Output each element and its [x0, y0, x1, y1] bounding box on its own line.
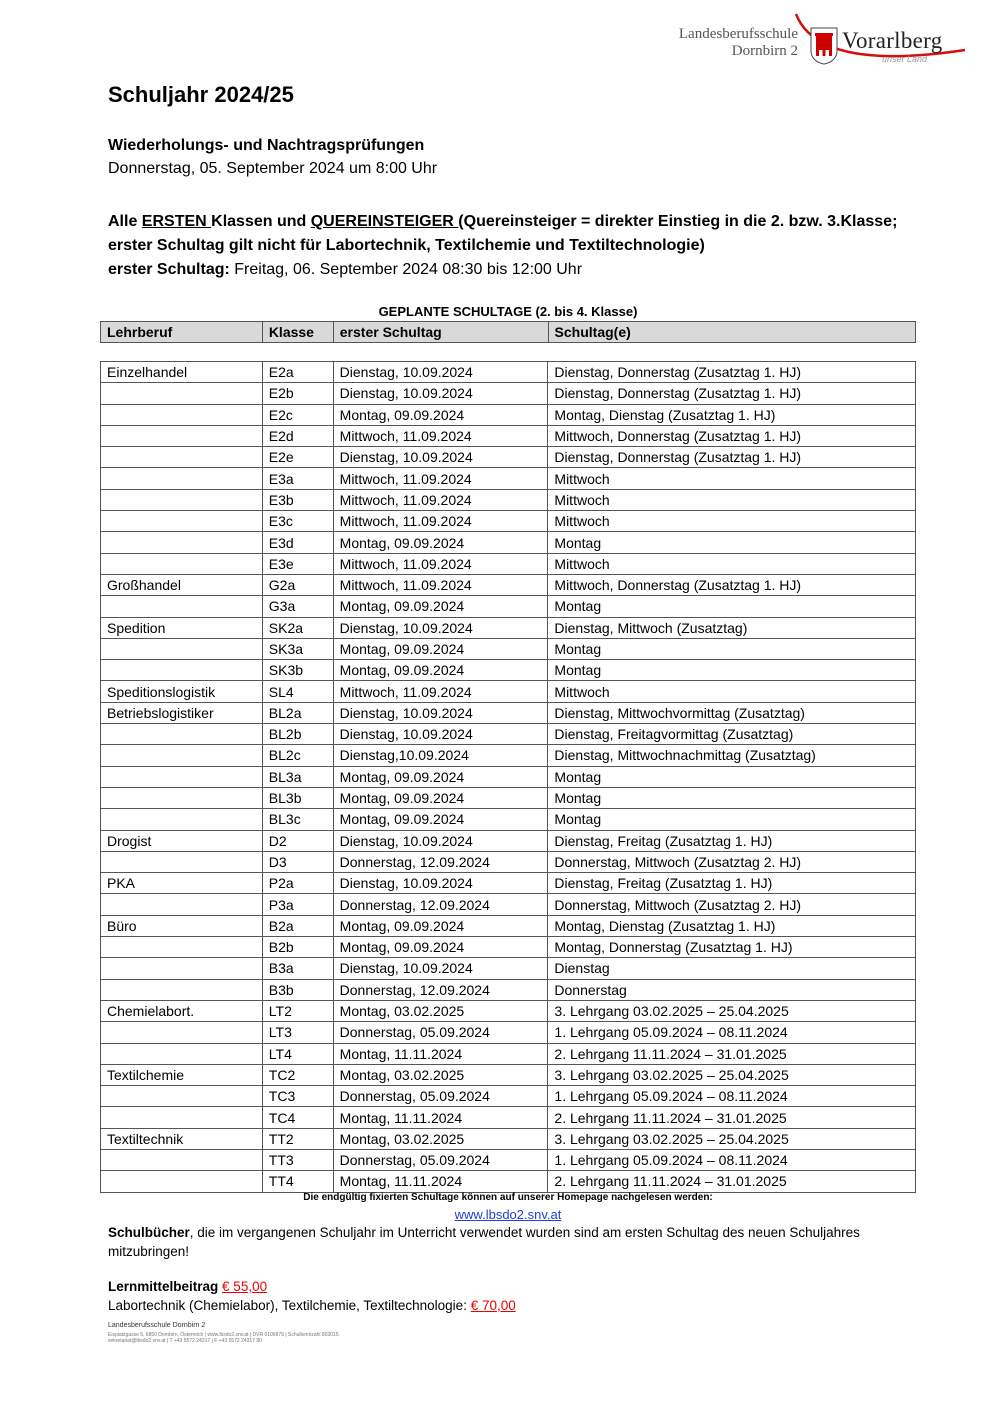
table-row	[101, 383, 916, 404]
footer-address: Eisplatzgasse 5, 6850 Dornbirn, Österreich | www.lbsdo2.snv.at | DVR 0106879 | Schulkennzahl 803015	[108, 1332, 339, 1338]
cell-schultage: Dienstag, Freitag (Zusatztag 1. HJ)	[548, 830, 916, 851]
header-klasse: Klasse	[262, 322, 333, 343]
cell-schultage: Donnerstag, Mittwoch (Zusatztag 2. HJ)	[548, 894, 916, 915]
cell-klasse: LT2	[262, 1000, 333, 1021]
cell-erster-schultag: Dienstag,10.09.2024	[333, 745, 548, 766]
cell-schultage: Dienstag, Mittwochnachmittag (Zusatztag)	[548, 745, 916, 766]
cell-lehrberuf: Textiltechnik	[101, 1128, 263, 1149]
cell-klasse: E3a	[262, 468, 333, 489]
cell-klasse: E2b	[262, 383, 333, 404]
cell-schultage: Mittwoch	[548, 511, 916, 532]
cell-erster-schultag: Montag, 09.09.2024	[333, 404, 548, 425]
cell-erster-schultag: Mittwoch, 11.09.2024	[333, 574, 548, 595]
cell-erster-schultag: Donnerstag, 05.09.2024	[333, 1086, 548, 1107]
cell-klasse: E3e	[262, 553, 333, 574]
cell-lehrberuf: PKA	[101, 873, 263, 894]
cell-klasse: TT2	[262, 1128, 333, 1149]
table-row	[101, 553, 916, 574]
fee-amount: € 55,00	[222, 1279, 268, 1294]
school-logo	[660, 10, 970, 70]
cell-schultage: Montag, Dienstag (Zusatztag 1. HJ)	[548, 915, 916, 936]
cell-lehrberuf	[101, 425, 263, 446]
cell-erster-schultag: Montag, 03.02.2025	[333, 1000, 548, 1021]
table-row	[101, 404, 916, 425]
cell-klasse: BL3a	[262, 766, 333, 787]
table-row	[101, 1171, 916, 1192]
table-row	[101, 596, 916, 617]
footer-name: Landesberufsschule Dornbirn 2	[108, 1322, 206, 1329]
header-erster-schultag: erster Schultag	[333, 322, 548, 343]
cell-erster-schultag: Dienstag, 10.09.2024	[333, 958, 548, 979]
cell-erster-schultag: Montag, 09.09.2024	[333, 638, 548, 659]
cell-klasse: E2a	[262, 362, 333, 383]
books-note	[108, 1223, 908, 1261]
table-row	[101, 425, 916, 446]
table-row	[101, 1000, 916, 1021]
cell-erster-schultag: Montag, 09.09.2024	[333, 660, 548, 681]
fee-label: Lernmittelbeitrag	[108, 1279, 219, 1294]
table-row	[101, 894, 916, 915]
table-row	[101, 1107, 916, 1128]
cell-klasse: SK2a	[262, 617, 333, 638]
brand-name: Vorarlberg	[842, 28, 943, 53]
cell-lehrberuf	[101, 638, 263, 659]
lab-fee-line	[108, 1298, 516, 1313]
table-row	[101, 1086, 916, 1107]
cell-lehrberuf	[101, 937, 263, 958]
cell-klasse: E3d	[262, 532, 333, 553]
table-row	[101, 724, 916, 745]
cell-schultage: Mittwoch, Donnerstag (Zusatztag 1. HJ)	[548, 425, 916, 446]
table-row	[101, 702, 916, 723]
table-row	[101, 1064, 916, 1085]
cell-erster-schultag: Montag, 03.02.2025	[333, 1064, 548, 1085]
cell-lehrberuf: Speditionslogistik	[101, 681, 263, 702]
cell-lehrberuf	[101, 766, 263, 787]
cell-erster-schultag: Mittwoch, 11.09.2024	[333, 511, 548, 532]
header-schultage: Schultag(e)	[548, 322, 915, 343]
cell-schultage: Dienstag, Freitagvormittag (Zusatztag)	[548, 724, 916, 745]
cell-erster-schultag: Montag, 09.09.2024	[333, 809, 548, 830]
cell-schultage: 2. Lehrgang 11.11.2024 – 31.01.2025	[548, 1171, 916, 1192]
table-row	[101, 489, 916, 510]
table-row	[101, 830, 916, 851]
cell-schultage: 2. Lehrgang 11.11.2024 – 31.01.2025	[548, 1043, 916, 1064]
cell-lehrberuf	[101, 724, 263, 745]
cell-lehrberuf	[101, 511, 263, 532]
exam-date: Donnerstag, 05. September 2024 um 8:00 Uhr	[108, 160, 438, 177]
cell-lehrberuf	[101, 1043, 263, 1064]
cell-klasse: B2a	[262, 915, 333, 936]
footer-contact	[108, 1332, 339, 1344]
cell-schultage: Dienstag	[548, 958, 916, 979]
cell-lehrberuf	[101, 958, 263, 979]
cell-lehrberuf	[101, 787, 263, 808]
cell-schultage: Montag	[548, 766, 916, 787]
cell-lehrberuf	[101, 383, 263, 404]
table-row	[101, 660, 916, 681]
cell-klasse: E2d	[262, 425, 333, 446]
cell-klasse: SL4	[262, 681, 333, 702]
cell-erster-schultag: Donnerstag, 12.09.2024	[333, 979, 548, 1000]
table-row	[101, 787, 916, 808]
cell-lehrberuf	[101, 1086, 263, 1107]
school-name	[679, 26, 798, 60]
cell-klasse: G2a	[262, 574, 333, 595]
school-line-2: Dornbirn 2	[731, 43, 798, 59]
cell-lehrberuf	[101, 660, 263, 681]
cell-schultage: Mittwoch	[548, 489, 916, 510]
first-day-value: Freitag, 06. September 2024 08:30 bis 12:00 Uhr	[229, 261, 583, 278]
header-lehrberuf: Lehrberuf	[101, 322, 263, 343]
school-line-1: Landesberufsschule	[678, 26, 798, 42]
homepage-note: Die endgültig fixierten Schultage können auf unserer Homepage nachgelesen werden:	[303, 1192, 713, 1203]
cell-schultage: Montag	[548, 638, 916, 659]
homepage-link[interactable]: www.lbsdo2.snv.at	[454, 1207, 562, 1222]
cell-schultage: 1. Lehrgang 05.09.2024 – 08.11.2024	[548, 1086, 916, 1107]
table-row	[101, 638, 916, 659]
cell-lehrberuf: Chemielabort.	[101, 1000, 263, 1021]
cell-klasse: E2c	[262, 404, 333, 425]
table-row	[101, 574, 916, 595]
table-row	[101, 681, 916, 702]
cell-erster-schultag: Dienstag, 10.09.2024	[333, 362, 548, 383]
cell-schultage: 1. Lehrgang 05.09.2024 – 08.11.2024	[548, 1149, 916, 1170]
table-row	[101, 511, 916, 532]
cell-schultage: Mittwoch	[548, 681, 916, 702]
cell-schultage: Montag	[548, 532, 916, 553]
page-title: Schuljahr 2024/25	[108, 82, 294, 107]
table-row	[101, 447, 916, 468]
cell-erster-schultag: Donnerstag, 12.09.2024	[333, 894, 548, 915]
cell-lehrberuf	[101, 1149, 263, 1170]
cell-lehrberuf: Büro	[101, 915, 263, 936]
cell-erster-schultag: Montag, 11.11.2024	[333, 1171, 548, 1192]
table-row	[101, 979, 916, 1000]
table-row	[101, 937, 916, 958]
cell-klasse: TT3	[262, 1149, 333, 1170]
table-row	[101, 1149, 916, 1170]
cell-klasse: P2a	[262, 873, 333, 894]
cell-lehrberuf	[101, 553, 263, 574]
cell-schultage: Dienstag, Mittwoch (Zusatztag)	[548, 617, 916, 638]
cell-schultage: Donnerstag	[548, 979, 916, 1000]
cell-lehrberuf: Großhandel	[101, 574, 263, 595]
cell-lehrberuf	[101, 851, 263, 872]
brand-tagline: unser Land	[882, 54, 928, 64]
cell-schultage: 3. Lehrgang 03.02.2025 – 25.04.2025	[548, 1000, 916, 1021]
cell-schultage: Dienstag, Donnerstag (Zusatztag 1. HJ)	[548, 362, 916, 383]
cell-schultage: Montag	[548, 596, 916, 617]
cell-schultage: Dienstag, Donnerstag (Zusatztag 1. HJ)	[548, 383, 916, 404]
cell-klasse: SK3a	[262, 638, 333, 659]
table-row	[101, 873, 916, 894]
cell-klasse: BL2b	[262, 724, 333, 745]
cell-schultage: 2. Lehrgang 11.11.2024 – 31.01.2025	[548, 1107, 916, 1128]
cell-erster-schultag: Mittwoch, 11.09.2024	[333, 425, 548, 446]
cell-erster-schultag: Dienstag, 10.09.2024	[333, 702, 548, 723]
cell-schultage: 1. Lehrgang 05.09.2024 – 08.11.2024	[548, 1022, 916, 1043]
cell-lehrberuf	[101, 979, 263, 1000]
cell-lehrberuf	[101, 1171, 263, 1192]
coat-of-arms-icon	[810, 27, 838, 65]
cell-schultage: Dienstag, Mittwochvormittag (Zusatztag)	[548, 702, 916, 723]
cell-klasse: E3c	[262, 511, 333, 532]
cell-erster-schultag: Montag, 09.09.2024	[333, 787, 548, 808]
cell-schultage: Montag, Donnerstag (Zusatztag 1. HJ)	[548, 937, 916, 958]
table-row	[101, 766, 916, 787]
cell-schultage: 3. Lehrgang 03.02.2025 – 25.04.2025	[548, 1128, 916, 1149]
cell-lehrberuf	[101, 489, 263, 510]
lab-fee-label: Labortechnik (Chemielabor), Textilchemie, Textiltechnologie:	[108, 1298, 467, 1313]
table-row	[101, 1043, 916, 1064]
table-header	[100, 321, 916, 343]
cell-erster-schultag: Montag, 09.09.2024	[333, 596, 548, 617]
cell-erster-schultag: Donnerstag, 05.09.2024	[333, 1149, 548, 1170]
cell-klasse: B2b	[262, 937, 333, 958]
exam-heading: Wiederholungs- und Nachtragsprüfungen	[108, 137, 425, 154]
cell-erster-schultag: Mittwoch, 11.09.2024	[333, 489, 548, 510]
cell-lehrberuf	[101, 809, 263, 830]
cell-klasse: TC2	[262, 1064, 333, 1085]
cell-schultage: Mittwoch	[548, 468, 916, 489]
cell-klasse: BL3c	[262, 809, 333, 830]
cell-erster-schultag: Montag, 09.09.2024	[333, 532, 548, 553]
cell-klasse: BL3b	[262, 787, 333, 808]
table-row	[101, 617, 916, 638]
intro-paragraph	[108, 210, 928, 282]
cell-erster-schultag: Dienstag, 10.09.2024	[333, 873, 548, 894]
table-row	[101, 745, 916, 766]
cell-klasse: B3b	[262, 979, 333, 1000]
intro-part-3: (Quereinsteiger = direkter Einstieg in die 2. bzw. 3.Klasse; erster Schultag gilt nicht für Labortechnik, Textilchemie und Textiltechnologie)	[108, 213, 898, 254]
cell-klasse: LT3	[262, 1022, 333, 1043]
cell-lehrberuf	[101, 468, 263, 489]
cell-lehrberuf	[101, 894, 263, 915]
cell-klasse: E2e	[262, 447, 333, 468]
cell-erster-schultag: Dienstag, 10.09.2024	[333, 724, 548, 745]
cell-schultage: Dienstag, Freitag (Zusatztag 1. HJ)	[548, 873, 916, 894]
cell-lehrberuf	[101, 532, 263, 553]
cell-lehrberuf	[101, 745, 263, 766]
table-row	[101, 1022, 916, 1043]
cell-klasse: BL2a	[262, 702, 333, 723]
cell-klasse: P3a	[262, 894, 333, 915]
cell-klasse: TC3	[262, 1086, 333, 1107]
cell-schultage: Montag, Dienstag (Zusatztag 1. HJ)	[548, 404, 916, 425]
cell-erster-schultag: Montag, 03.02.2025	[333, 1128, 548, 1149]
schedule-table	[100, 361, 916, 1193]
cell-lehrberuf	[101, 447, 263, 468]
cell-erster-schultag: Dienstag, 10.09.2024	[333, 617, 548, 638]
intro-part-1: Alle	[108, 213, 142, 230]
cell-lehrberuf: Betriebslogistiker	[101, 702, 263, 723]
cell-lehrberuf	[101, 404, 263, 425]
cell-erster-schultag: Mittwoch, 11.09.2024	[333, 468, 548, 489]
books-label: Schulbücher	[108, 1225, 190, 1240]
cell-klasse: E3b	[262, 489, 333, 510]
fee-line	[108, 1279, 267, 1294]
intro-ersten: ERSTEN	[141, 213, 212, 230]
cell-erster-schultag: Montag, 09.09.2024	[333, 937, 548, 958]
cell-klasse: B3a	[262, 958, 333, 979]
cell-klasse: D2	[262, 830, 333, 851]
cell-klasse: LT4	[262, 1043, 333, 1064]
table-row	[101, 362, 916, 383]
cell-erster-schultag: Mittwoch, 11.09.2024	[333, 553, 548, 574]
cell-schultage: Dienstag, Donnerstag (Zusatztag 1. HJ)	[548, 447, 916, 468]
cell-erster-schultag: Montag, 09.09.2024	[333, 766, 548, 787]
cell-schultage: Montag	[548, 787, 916, 808]
cell-lehrberuf	[101, 1107, 263, 1128]
cell-klasse: TC4	[262, 1107, 333, 1128]
cell-schultage: Montag	[548, 660, 916, 681]
table-row	[101, 1128, 916, 1149]
cell-erster-schultag: Dienstag, 10.09.2024	[333, 447, 548, 468]
intro-quereinsteiger: QUEREINSTEIGER	[310, 213, 459, 230]
cell-schultage: Donnerstag, Mittwoch (Zusatztag 2. HJ)	[548, 851, 916, 872]
first-day-label: erster Schultag:	[108, 261, 230, 278]
table-row	[101, 532, 916, 553]
cell-klasse: D3	[262, 851, 333, 872]
table-row	[101, 915, 916, 936]
table-row	[101, 958, 916, 979]
cell-klasse: TT4	[262, 1171, 333, 1192]
lab-fee-amount: € 70,00	[470, 1298, 516, 1313]
cell-lehrberuf: Spedition	[101, 617, 263, 638]
cell-erster-schultag: Montag, 11.11.2024	[333, 1043, 548, 1064]
cell-erster-schultag: Donnerstag, 05.09.2024	[333, 1022, 548, 1043]
cell-erster-schultag: Donnerstag, 12.09.2024	[333, 851, 548, 872]
cell-lehrberuf	[101, 596, 263, 617]
cell-erster-schultag: Dienstag, 10.09.2024	[333, 383, 548, 404]
cell-erster-schultag: Montag, 09.09.2024	[333, 915, 548, 936]
cell-schultage: 3. Lehrgang 03.02.2025 – 25.04.2025	[548, 1064, 916, 1085]
cell-schultage: Mittwoch	[548, 553, 916, 574]
footer-phone: sekretariat@lbsdo2.snv.at | T +43 5572 24317 | F +43 5572 24317 80	[108, 1338, 262, 1344]
cell-erster-schultag: Dienstag, 10.09.2024	[333, 830, 548, 851]
table-caption: GEPLANTE SCHULTAGE (2. bis 4. Klasse)	[378, 304, 638, 319]
books-text: , die im vergangenen Schuljahr im Unterricht verwendet wurden sind am ersten Schultag des neuen Schuljahres mitzubringen!	[108, 1225, 860, 1259]
cell-lehrberuf	[101, 1022, 263, 1043]
cell-lehrberuf: Textilchemie	[101, 1064, 263, 1085]
cell-klasse: SK3b	[262, 660, 333, 681]
table-row	[101, 809, 916, 830]
table-row	[101, 468, 916, 489]
cell-klasse: G3a	[262, 596, 333, 617]
cell-schultage: Montag	[548, 809, 916, 830]
cell-erster-schultag: Montag, 11.11.2024	[333, 1107, 548, 1128]
table-row	[101, 851, 916, 872]
cell-lehrberuf: Einzelhandel	[101, 362, 263, 383]
cell-erster-schultag: Mittwoch, 11.09.2024	[333, 681, 548, 702]
cell-klasse: BL2c	[262, 745, 333, 766]
intro-part-2: Klassen und	[211, 213, 311, 230]
cell-lehrberuf: Drogist	[101, 830, 263, 851]
cell-schultage: Mittwoch, Donnerstag (Zusatztag 1. HJ)	[548, 574, 916, 595]
